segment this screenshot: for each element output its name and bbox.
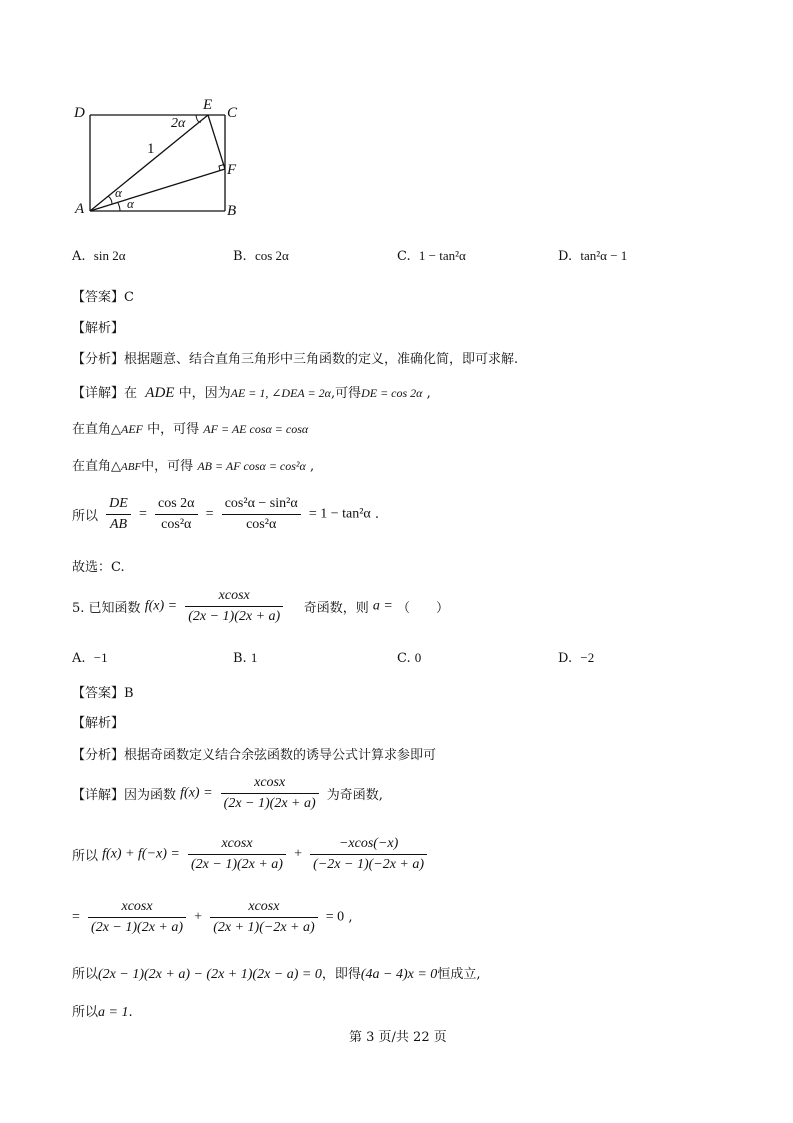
q4-answer: 【答案】C	[72, 290, 134, 305]
q5-line2: 所以 f(x) + f(−x) = $\frac{xcosx}{(2x - 1)(2x + a)}$ + $\frac{-xcos(-x)}{(-2x - 1)(-2x + a)}$	[72, 836, 431, 873]
label-angle-a2: α	[127, 196, 134, 211]
q5-detail: 【详解】因为函数 f(x) = $\frac{xcosx}{(2x - 1)(2x + a)}$ 为奇函数,	[72, 775, 383, 811]
angle-arc-a2	[118, 203, 120, 211]
q5-line5: 所以a = 1.	[72, 1005, 133, 1020]
q5-choice-a: A. −1	[72, 650, 108, 666]
page-footer: 第 3 页/共 22 页	[349, 1030, 447, 1045]
label-A: A	[75, 201, 85, 217]
angle-arc-a1	[108, 196, 112, 204]
label-side-1: 1	[147, 141, 155, 157]
label-D: D	[74, 105, 85, 121]
q4-line2: 在直角△AEF 中，可得 AF = AE cosα = cosα	[72, 422, 309, 437]
label-E: E	[203, 97, 213, 113]
q4-line4: 所以 $\frac{DE}{AB}$ = $\frac{\cos 2\alpha}{\text{cos²α}}$ = $\frac{\text{cos²α − sin²α}}{\text{cos²α}}$ = 1 − tan²α .	[72, 496, 380, 532]
q4-line3: 在直角△ABF中，可得 AB = AF cosα = cos²α ,	[72, 459, 315, 474]
q4-select: 故选：C.	[72, 560, 125, 575]
q5-line4: 所以(2x − 1)(2x + a) − (2x + 1)(2x − a) = 0，即得(4a − 4)x = 0恒成立,	[72, 967, 481, 982]
q5-answer: 【答案】B	[72, 686, 134, 701]
label-F: F	[227, 162, 237, 178]
q4-detail: 【详解】在 ADE 中，因为AE = 1, ∠DEA = 2α,可得DE = cos 2α ,	[72, 385, 431, 401]
label-B: B	[227, 203, 237, 219]
q4-fenxi: 【分析】根据题意、结合直角三角形中三角函数的定义，准确化简，即可求解.	[72, 352, 519, 367]
label-angle-2a: 2α	[171, 116, 186, 131]
q5-fenxi: 【分析】根据奇函数定义结合余弦函数的诱导公式计算求参即可	[72, 748, 437, 763]
q5-jiexi: 【解析】	[72, 716, 125, 731]
label-angle-a1: α	[115, 185, 122, 200]
q4-choice-d: D. tan²α − 1	[558, 248, 628, 264]
q5-choice-d: D. −2	[558, 650, 595, 666]
label-C: C	[227, 105, 238, 121]
q4-choice-b: B. cos 2α	[233, 248, 289, 264]
q4-jiexi: 【解析】	[72, 321, 125, 336]
q5-choice-c: C. 0	[397, 650, 422, 666]
q5-stem: 5. 已知函数 f(x) = $\frac{xcosx}{(2x - 1)(2x + a)}$ 奇函数，则 a = （ ）	[72, 588, 449, 624]
geometry-figure	[70, 95, 250, 225]
segment-AF	[90, 169, 225, 211]
q5-line3: = $\frac{xcosx}{(2x - 1)(2x + a)}$ + $\frac{xcosx}{(2x + 1)(-2x + a)}$ = 0 ,	[72, 899, 353, 935]
q5-choice-b: B. 1	[233, 650, 258, 666]
segment-EF	[208, 115, 225, 169]
q4-choice-a: A. sin 2α	[72, 248, 126, 264]
segment-AE	[90, 115, 208, 211]
q4-choice-c: C. 1 − tan²α	[397, 248, 466, 264]
